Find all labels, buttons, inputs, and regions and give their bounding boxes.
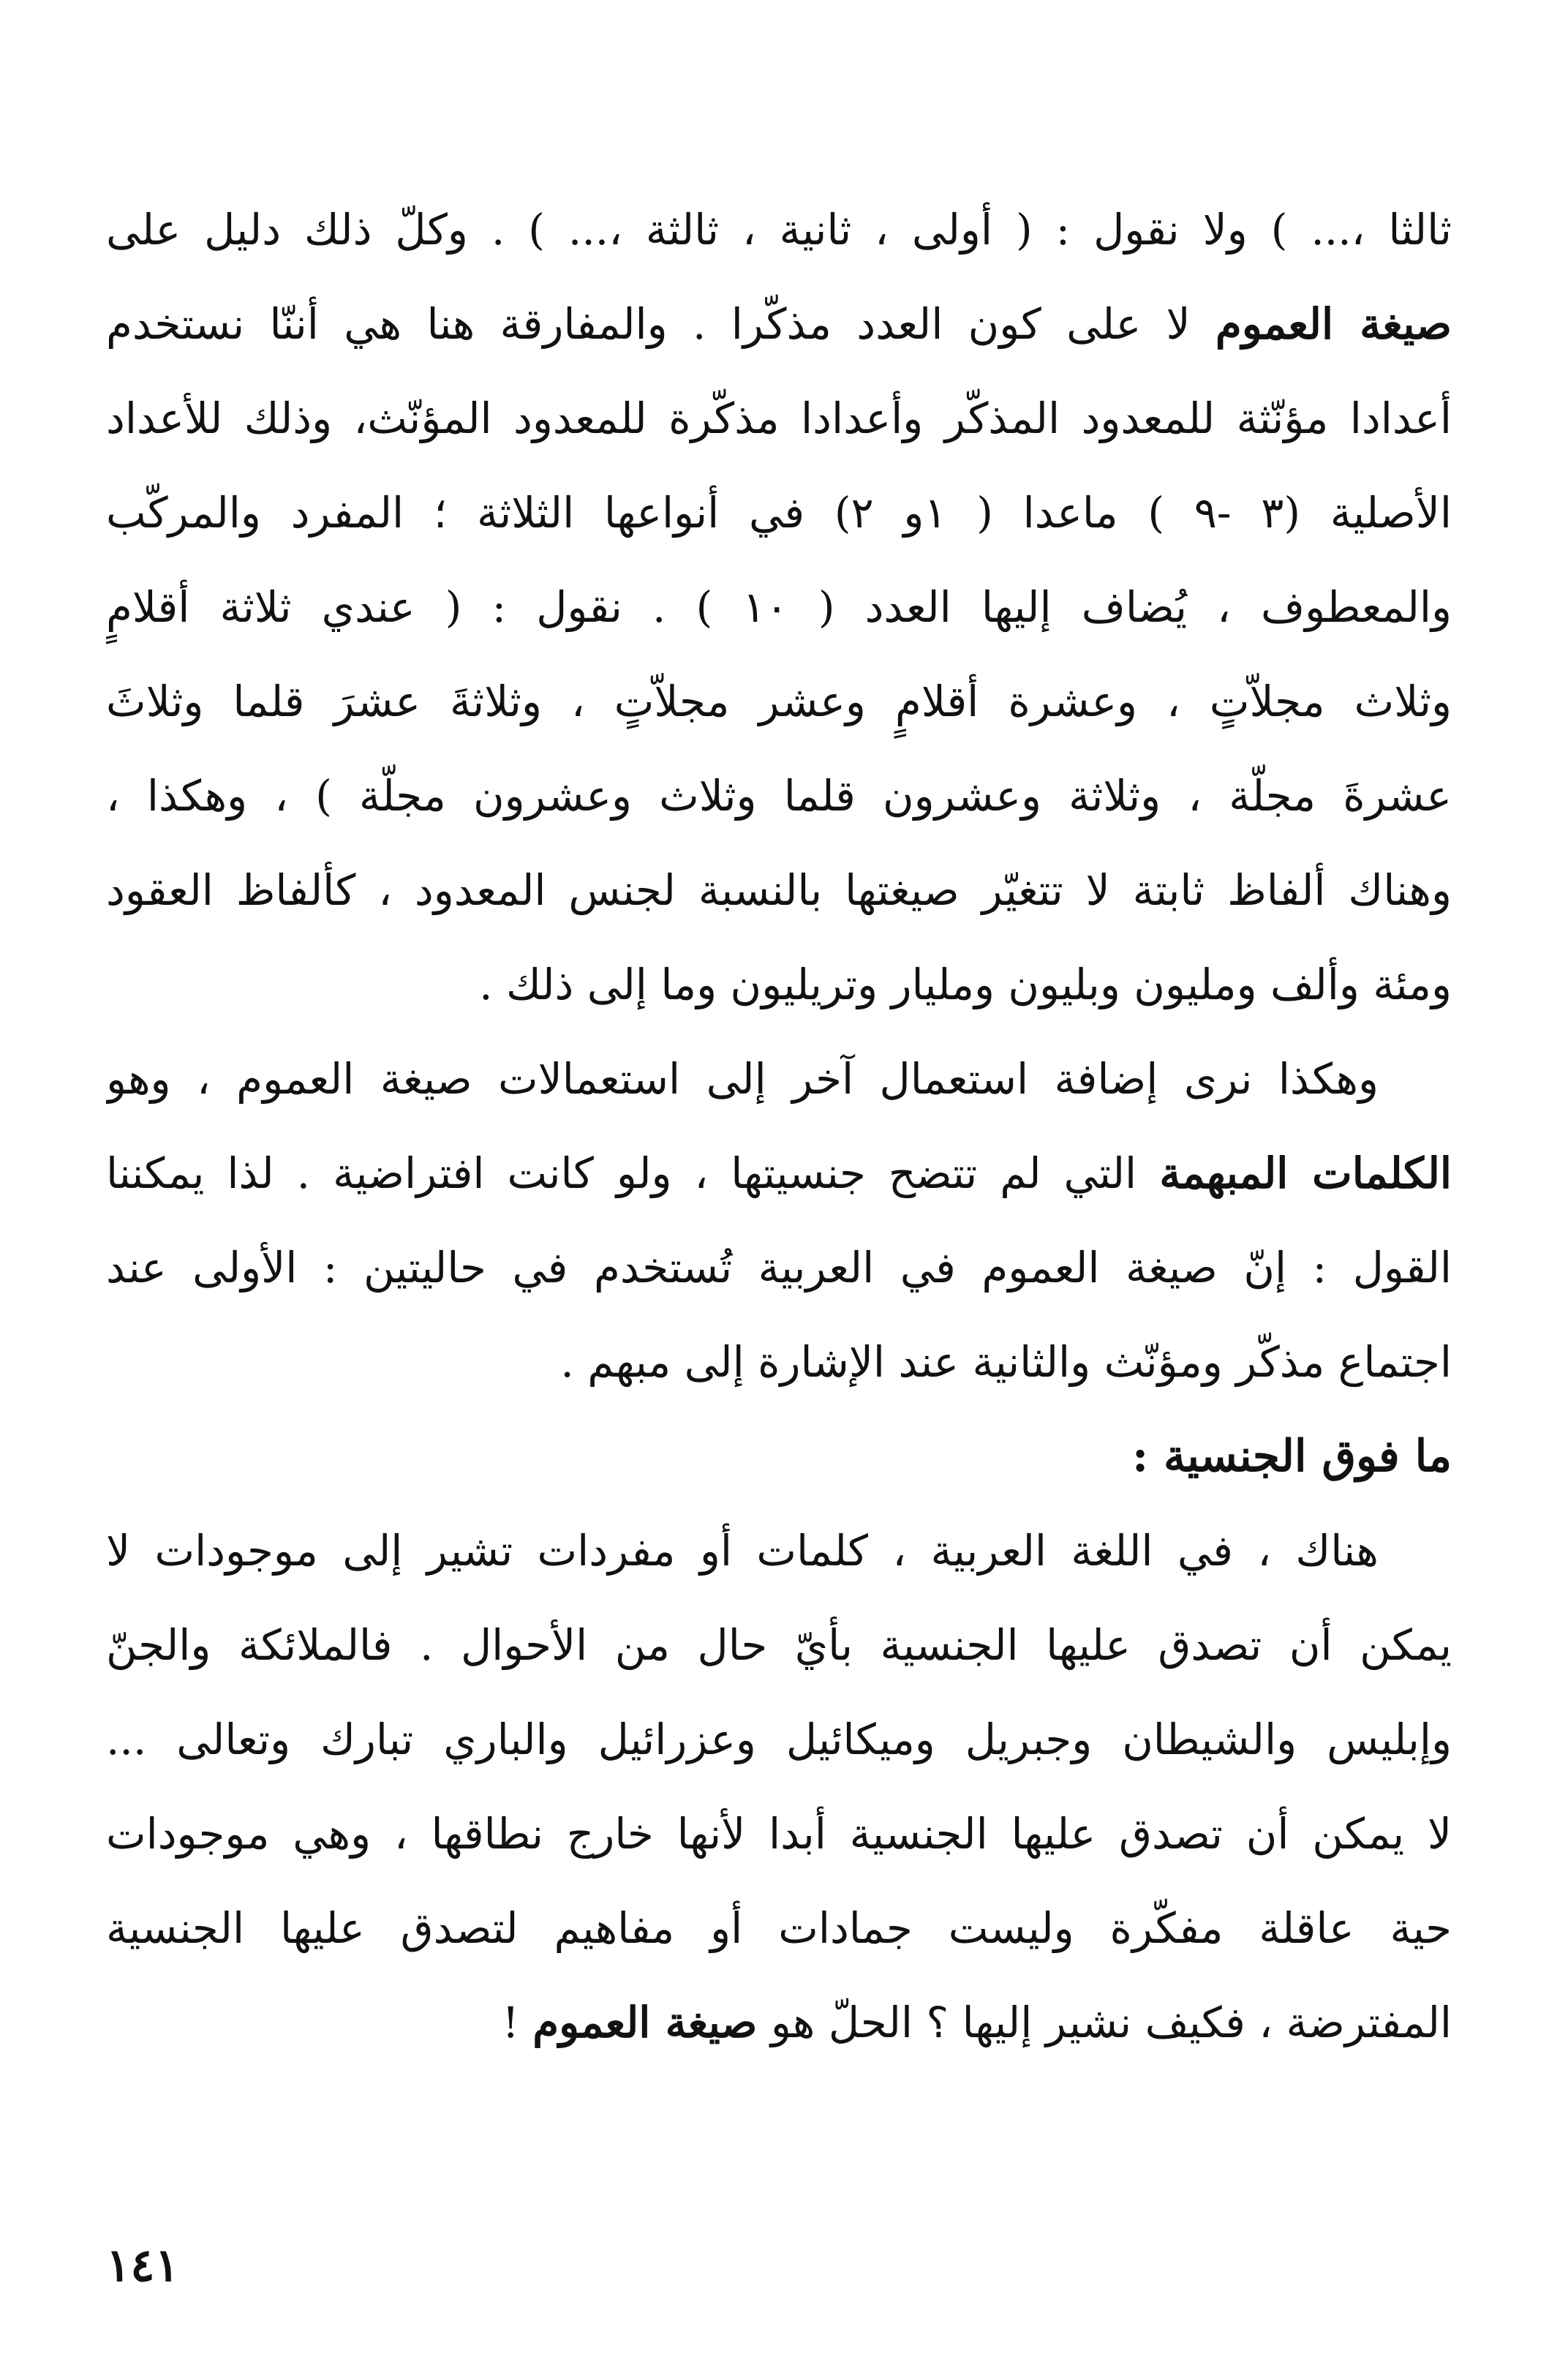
text-line: أعدادا مؤنّثة للمعدود المذكّر وأعدادا مذكّرة للمعدود المؤنّث، وذلك للأعداد	[106, 394, 1452, 443]
text-line: وهناك ألفاظ ثابتة لا تتغيّر صيغتها بالنسبة لجنس المعدود ، كألفاظ العقود	[106, 865, 1452, 915]
text-line: ثالثا ،... ) ولا نقول : ( أولى ، ثانية ، ثالثة ،... ) . وكلّ ذلك دليل على	[106, 205, 1452, 255]
text-line: حية عاقلة مفكّرة وليست جمادات أو مفاهيم لتصدق عليها الجنسية	[106, 1903, 1452, 1953]
text-line: لا يمكن أن تصدق عليها الجنسية أبدا لأنها خارج نطاقها ، وهي موجودات	[106, 1809, 1452, 1859]
text-line: يمكن أن تصدق عليها الجنسية بأيّ حال من الأحوال . فالملائكة والجنّ	[106, 1620, 1452, 1670]
page-number: ١٤١	[106, 2238, 179, 2292]
emphasized-term: صيغة العموم	[532, 1998, 758, 2047]
text-line: وثلاث مجلاّتٍ ، وعشرة أقلامٍ وعشر مجلاّتٍ ، وثلاثةَ عشرَ قلما وثلاثَ	[106, 677, 1452, 726]
text-line: اجتماع مذكّر ومؤنّث والثانية عند الإشارة إلى مبهم .	[560, 1337, 1452, 1387]
text-line: وإبليس والشيطان وجبريل وميكائيل وعزرائيل والباري تبارك وتعالى ...	[106, 1715, 1452, 1764]
emphasized-term: الكلمات المبهمة	[1159, 1148, 1452, 1198]
section-heading: ما فوق الجنسية :	[1131, 1431, 1452, 1482]
text-line: الكلمات المبهمة التي لم تتضح جنسيتها ، ولو كانت افتراضية . لذا يمكننا	[106, 1148, 1452, 1198]
text-line: صيغة العموم لا على كون العدد مذكّرا . والمفارقة هنا هي أننّا نستخدم	[106, 299, 1452, 349]
text-line: عشرةَ مجلّة ، وثلاثة وعشرون قلما وثلاث وعشرون مجلّة ) ، وهكذا ،	[106, 771, 1452, 821]
text-line: الأصلية (٣ -٩ ) ماعدا ( ١و ٢) في أنواعها الثلاثة ؛ المفرد والمركّب	[106, 488, 1452, 538]
text-line: المفترضة ، فكيف نشير إليها ؟ الحلّ هو صيغة العموم !	[502, 1998, 1452, 2047]
body-text	[106, 183, 1452, 2070]
text-line: هناك ، في اللغة العربية ، كلمات أو مفردات تشير إلى موجودات لا	[106, 1526, 1379, 1576]
text-line: والمعطوف ، يُضاف إليها العدد ( ١٠ ) . نقول : ( عندي ثلاثة أقلامٍ	[106, 582, 1452, 632]
emphasized-term: صيغة العموم	[1215, 299, 1452, 349]
text-line: وهكذا نرى إضافة استعمال آخر إلى استعمالات صيغة العموم ، وهو	[106, 1054, 1379, 1104]
text-line: ومئة وألف ومليون وبليون ومليار وتريليون وما إلى ذلك .	[479, 960, 1452, 1009]
text-line: القول : إنّ صيغة العموم في العربية تُستخدم في حاليتين : الأولى عند	[106, 1243, 1452, 1293]
